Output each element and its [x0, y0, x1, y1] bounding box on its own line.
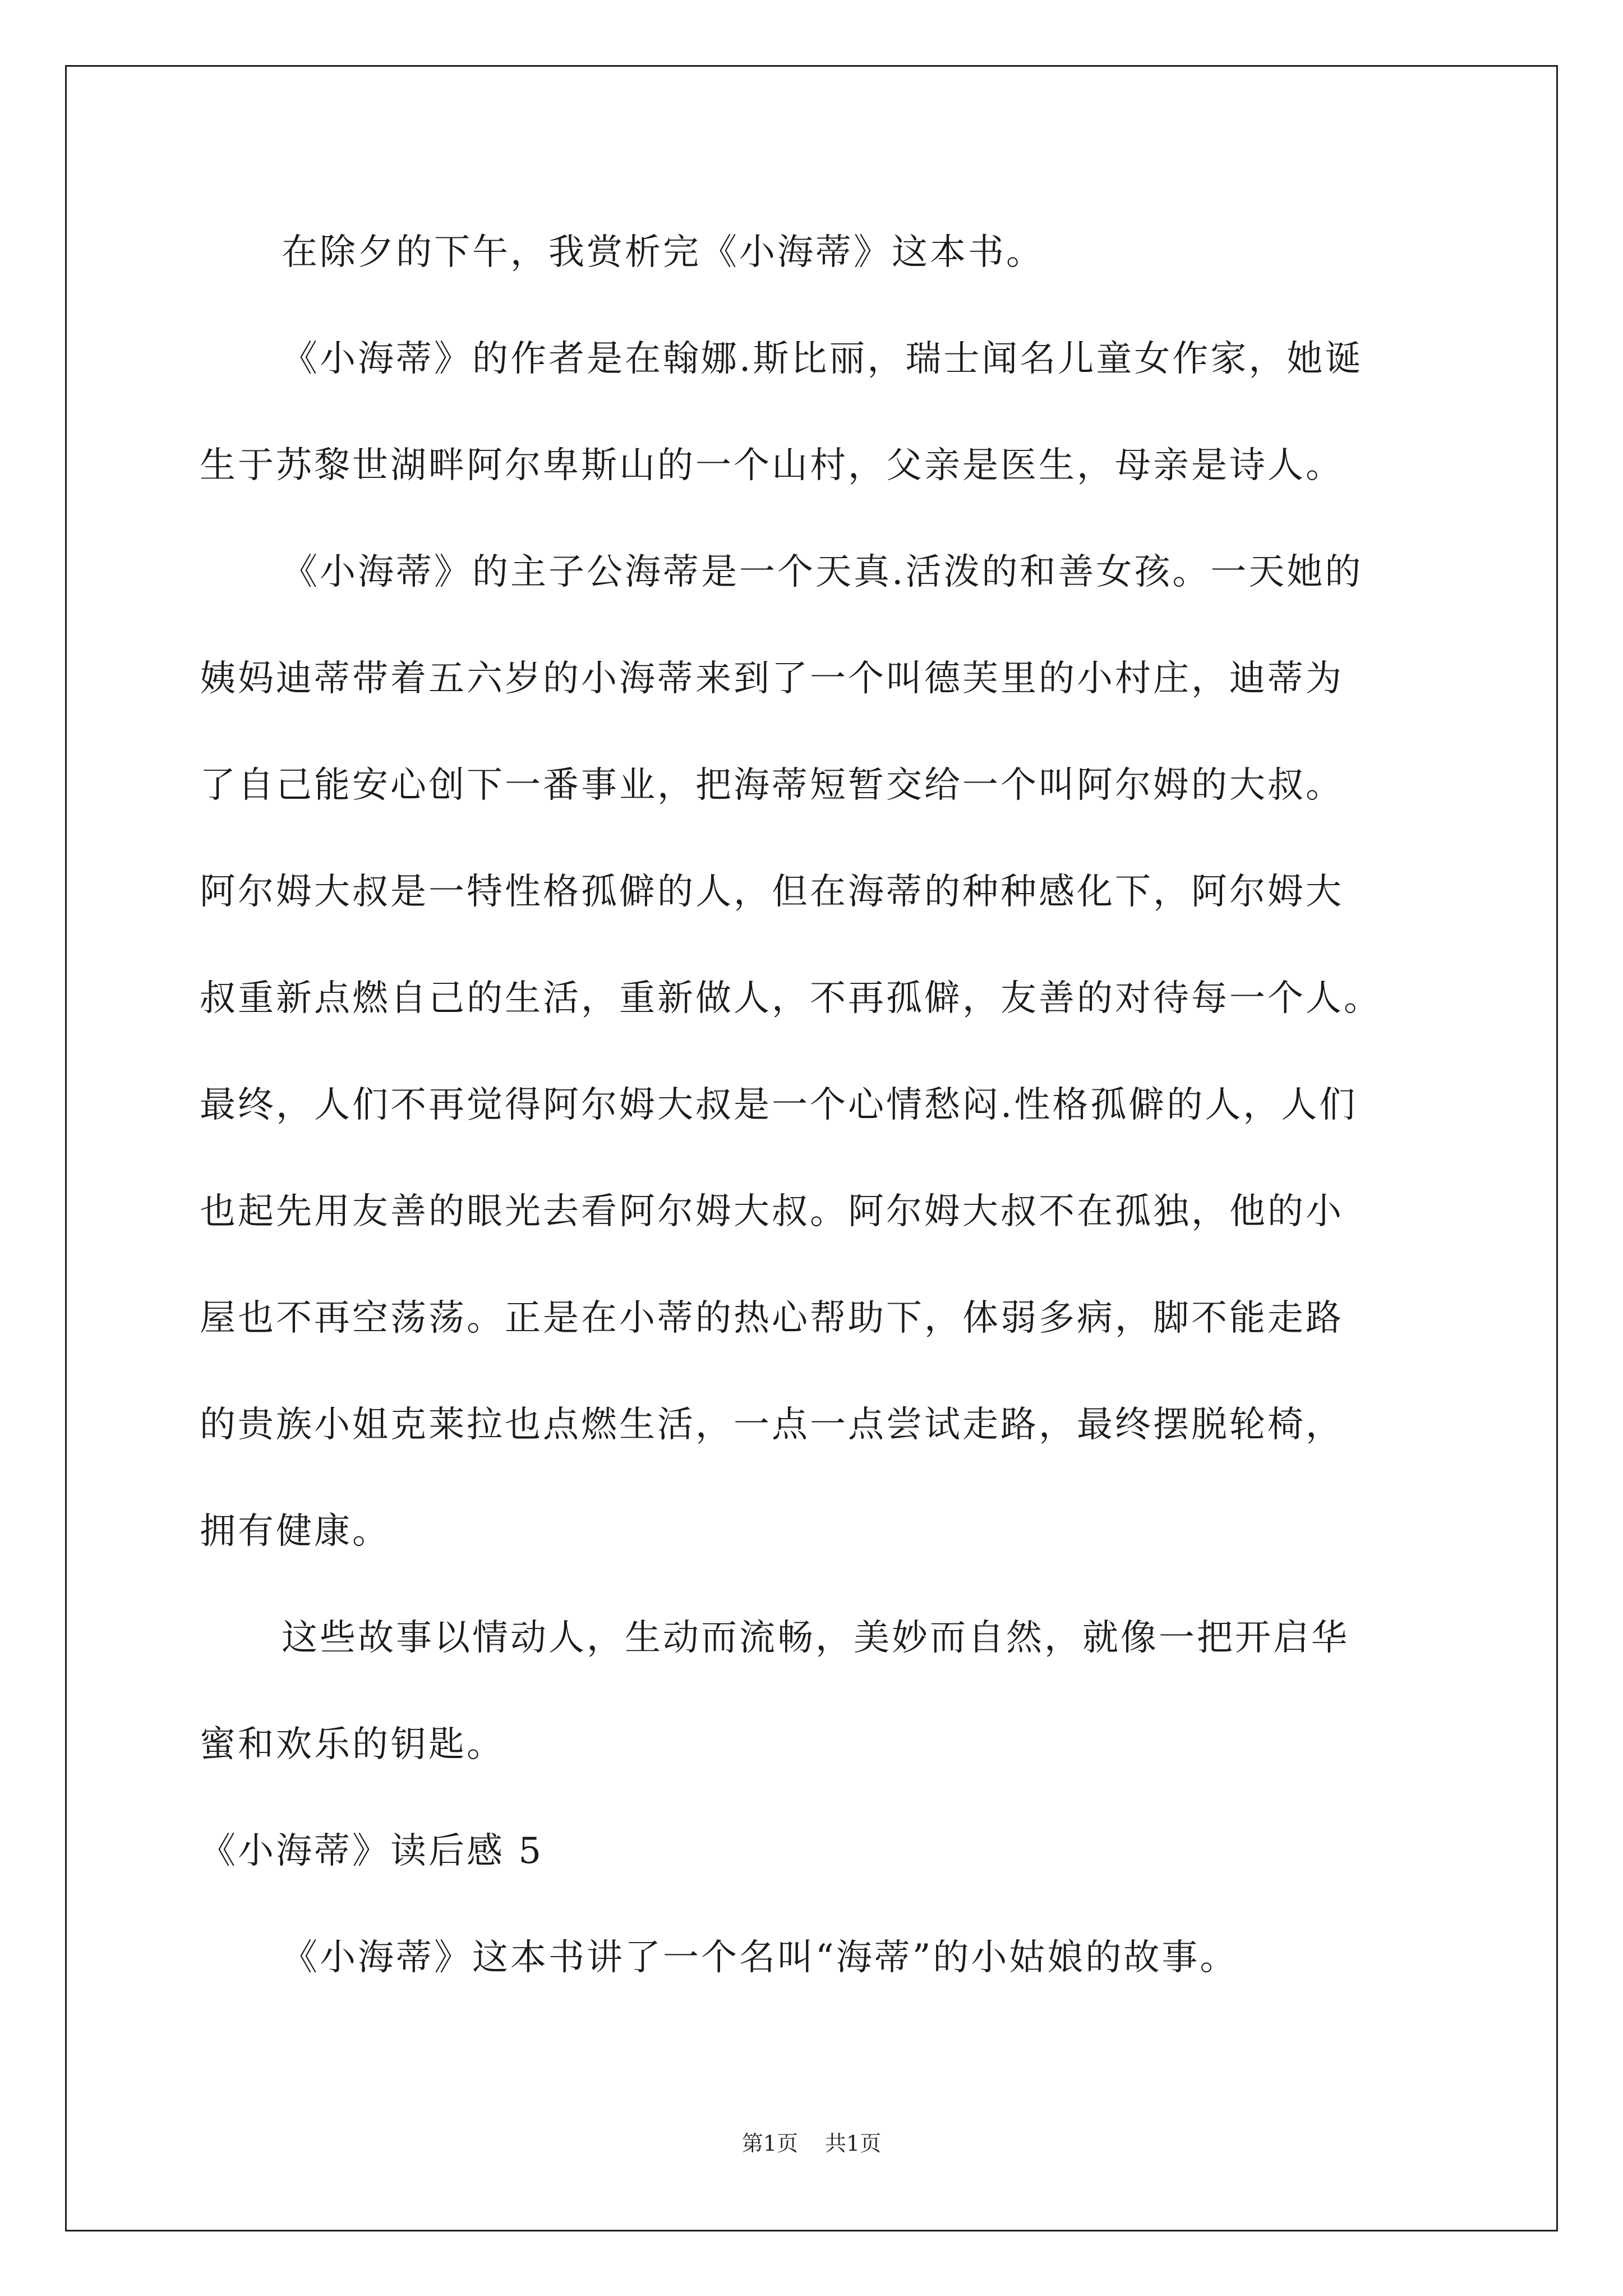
paragraph-line: 《小海蒂》的作者是在翰娜.斯比丽，瑞士闻名儿童女作家，她诞	[282, 338, 1363, 380]
paragraph-line: 屋也不再空荡荡。正是在小蒂的热心帮助下，体弱多病，脚不能走路	[200, 1297, 1344, 1339]
paragraph-line: 的贵族小姐克莱拉也点燃生活，一点一点尝试走路，最终摆脱轮椅，	[200, 1404, 1344, 1446]
page-footer	[0, 2126, 1623, 2157]
page-number-current: 第1页	[741, 2131, 798, 2156]
document-body	[200, 213, 1456, 2025]
paragraph-line: 《小海蒂》的主子公海蒂是一个天真.活泼的和善女孩。一天她的	[282, 551, 1363, 593]
paragraph-line: 生于苏黎世湖畔阿尔卑斯山的一个山村，父亲是医生，母亲是诗人。	[200, 445, 1344, 486]
paragraph-line: 叔重新点燃自己的生活，重新做人，不再孤僻，友善的对待每一个人。	[200, 978, 1382, 1019]
paragraph-line: 姨妈迪蒂带着五六岁的小海蒂来到了一个叫德芙里的小村庄，迪蒂为	[200, 658, 1344, 700]
page-number-total: 共1页	[825, 2131, 882, 2156]
paragraph-line: 在除夕的下午，我赏析完《小海蒂》这本书。	[282, 232, 1044, 273]
paragraph-line: 这些故事以情动人，生动而流畅，美妙而自然，就像一把开启华	[282, 1617, 1349, 1659]
paragraph-line: 阿尔姆大叔是一特性格孤僻的人，但在海蒂的种种感化下，阿尔姆大	[200, 871, 1344, 913]
paragraph-line: 蜜和欢乐的钥匙。	[200, 1724, 505, 1765]
paragraph-line: 了自己能安心创下一番事业，把海蒂短暂交给一个叫阿尔姆的大叔。	[200, 765, 1344, 806]
paragraph-line: 也起先用友善的眼光去看阿尔姆大叔。阿尔姆大叔不在孤独，他的小	[200, 1191, 1344, 1232]
section-heading: 《小海蒂》读后感 5	[200, 1830, 544, 1872]
paragraph-line: 最终，人们不再觉得阿尔姆大叔是一个心情愁闷.性格孤僻的人，人们	[200, 1084, 1358, 1126]
paragraph-line: 《小海蒂》这本书讲了一个名叫“海蒂”的小姑娘的故事。	[282, 1937, 1238, 1978]
paragraph-line: 拥有健康。	[200, 1511, 390, 1552]
